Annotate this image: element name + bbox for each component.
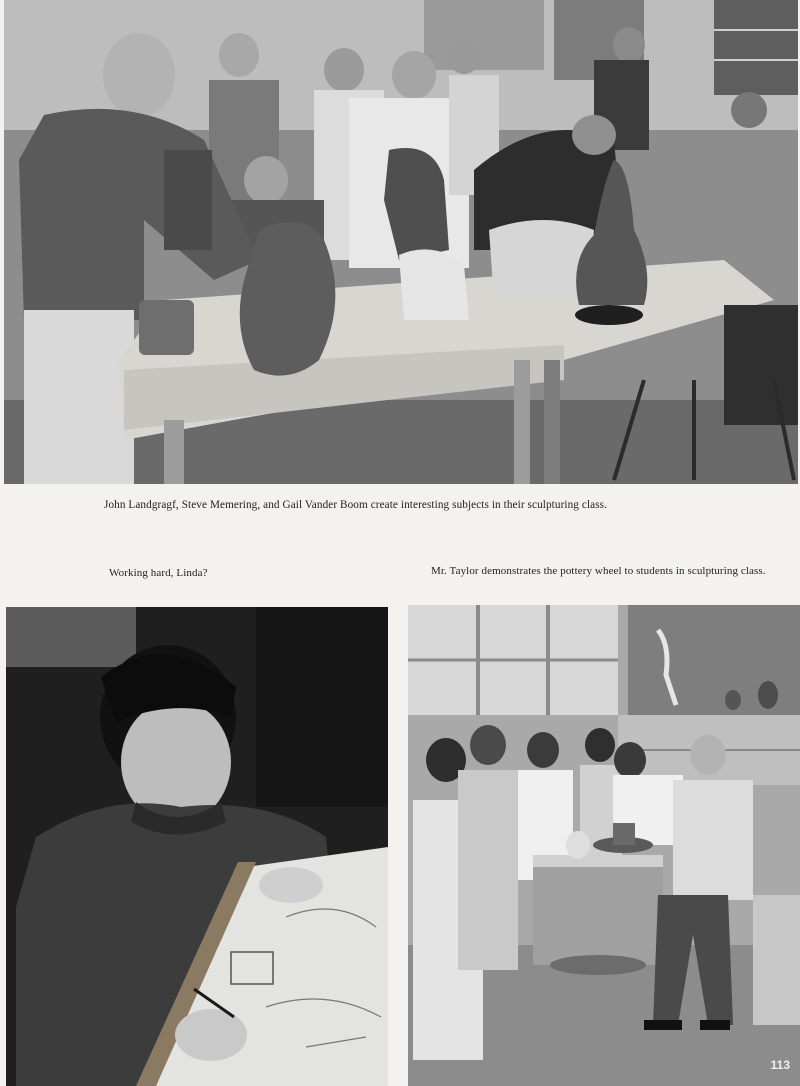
bottom-left-photo-caption: Working hard, Linda? <box>109 567 208 579</box>
page-number: 113 <box>770 1058 790 1072</box>
pottery-wheel-photo <box>408 605 800 1086</box>
top-photo-caption: John Landgragf, Steve Memering, and Gail Vander Boom create interesting subjects in their sculpturing class. <box>104 499 608 511</box>
linda-drawing-photo <box>6 607 388 1086</box>
sculpture-class-illustration <box>4 0 798 484</box>
bottom-right-photo-caption: Mr. Taylor demonstrates the pottery wheel to students in sculpturing class. <box>431 565 766 577</box>
pottery-wheel-illustration <box>408 605 800 1086</box>
linda-drawing-illustration <box>6 607 388 1086</box>
sculpture-class-photo <box>4 0 798 484</box>
